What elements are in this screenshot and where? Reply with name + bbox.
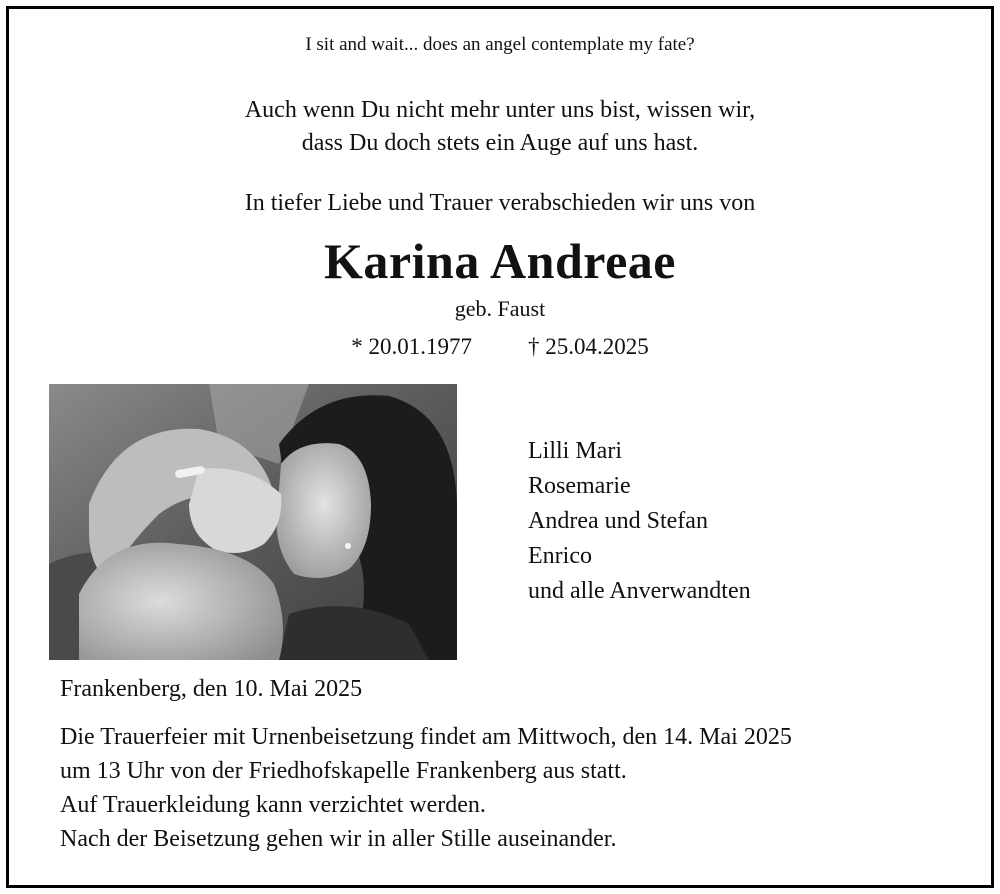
details-line: um 13 Uhr von der Friedhofskapelle Frankenberg aus statt. [60, 758, 627, 784]
deceased-name: Karina Andreae [324, 233, 676, 289]
verse-line-1: Auch wenn Du nicht mehr unter uns bist, wissen wir, [244, 97, 756, 123]
mourner-name: Andrea und Stefan [528, 508, 708, 534]
mourner-name: Lilli Mari [528, 438, 622, 464]
verse [0, 94, 1000, 160]
death-date: † 25.04.2025 [528, 334, 649, 359]
details-line: Die Trauerfeier mit Urnenbeisetzung findet am Mittwoch, den 14. Mai 2025 [60, 724, 792, 750]
place-and-date: Frankenberg, den 10. Mai 2025 [60, 676, 363, 702]
birth-date: * 20.01.1977 [351, 334, 472, 359]
epigraph-quote: I sit and wait... does an angel contemplate my fate? [305, 34, 695, 55]
life-dates [0, 334, 1000, 360]
funeral-details [60, 720, 792, 856]
maiden-name: geb. Faust [454, 296, 546, 321]
farewell-intro: In tiefer Liebe und Trauer verabschieden wir uns von [244, 190, 756, 216]
verse-line-2: dass Du doch stets ein Auge auf uns hast. [301, 130, 699, 156]
details-line: Nach der Beisetzung gehen wir in aller Stille auseinander. [60, 826, 617, 852]
mourner-name: und alle Anverwandten [528, 578, 751, 604]
mourner-name: Rosemarie [528, 473, 631, 499]
mourner-name: Enrico [528, 543, 592, 569]
mourners-list [528, 434, 751, 609]
portrait-photo [49, 384, 457, 660]
details-line: Auf Trauerkleidung kann verzichtet werden. [60, 792, 486, 818]
